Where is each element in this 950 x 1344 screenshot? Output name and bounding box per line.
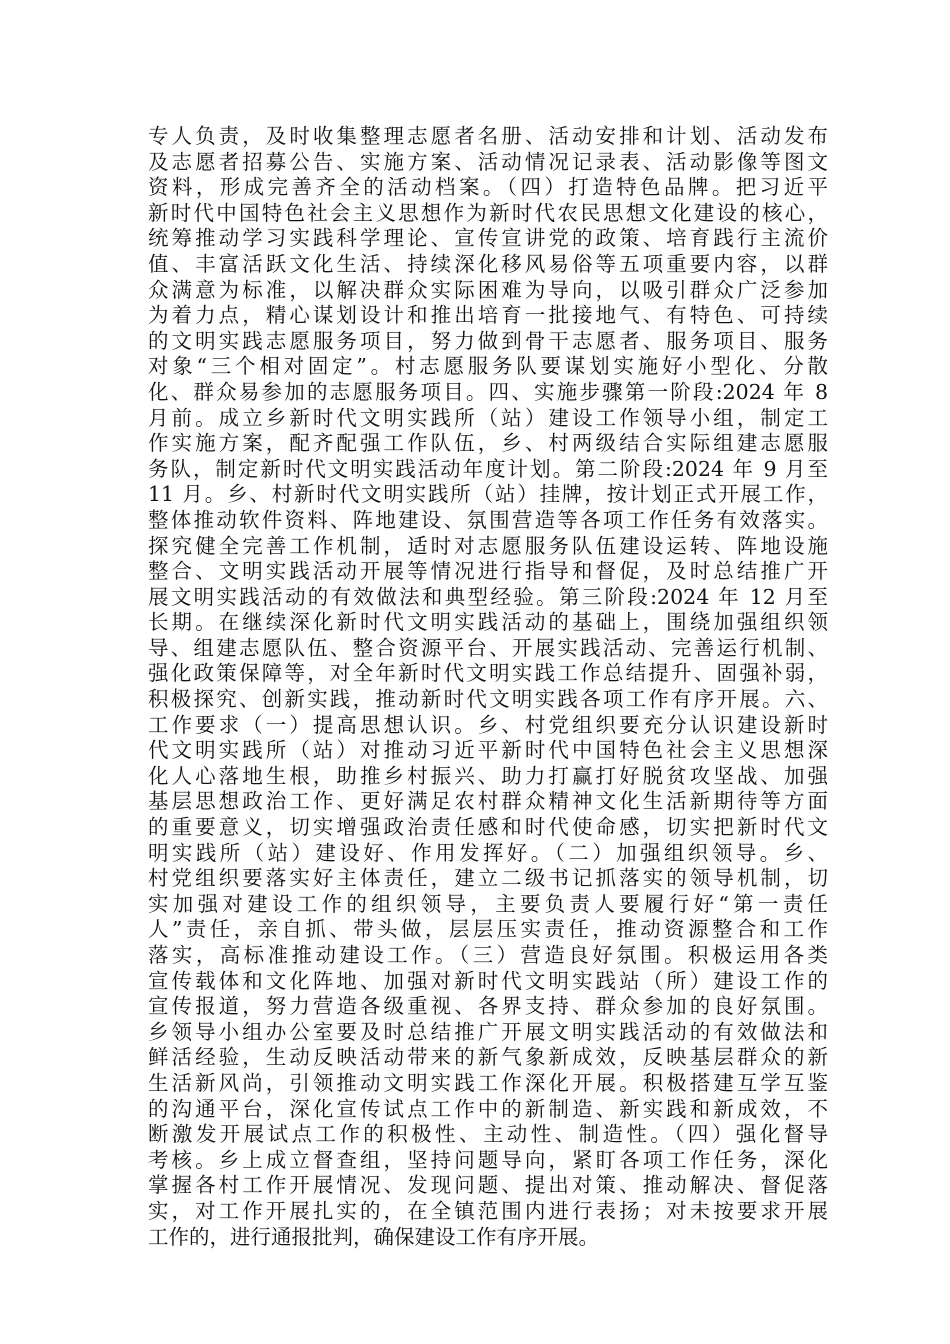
text-line: 工作的，进行通报批判，确保建设工作有序开展。 bbox=[148, 1224, 599, 1249]
text-line: 的沟通平台，深化宣传试点工作中的新制造、新实践和新成效，不 bbox=[148, 1096, 828, 1121]
text-line: 宣传载体和文化阵地、加强对新时代文明实践站（所）建设工作的 bbox=[148, 968, 828, 993]
text-line: 乡领导小组办公室要及时总结推广开展文明实践活动的有效做法和 bbox=[148, 1019, 828, 1044]
text-line: 作实施方案，配齐配强工作队伍，乡、村两级结合实际组建志愿服 bbox=[148, 431, 828, 456]
text-line: 值、丰富活跃文化生活、持续深化移风易俗等五项重要内容，以群 bbox=[148, 251, 828, 276]
text-line: 对象“三个相对固定”。村志愿服务队要谋划实施好小型化、分散 bbox=[148, 354, 828, 379]
text-line: 考核。乡上成立督查组，坚持问题导向，紧盯各项工作任务，深化 bbox=[148, 1147, 828, 1172]
text-line: 鲜活经验，生动反映活动带来的新气象新成效，反映基层群众的新 bbox=[148, 1045, 828, 1070]
text-line: 11 月。乡、村新时代文明实践所（站）挂牌，按计划正式开展工作， bbox=[148, 482, 828, 507]
text-line: 众满意为标准，以解决群众实际困难为导向，以吸引群众广泛参加 bbox=[148, 277, 828, 302]
text-line: 宣传报道，努力营造各级重视、各界支持、群众参加的良好氛围。 bbox=[148, 994, 828, 1019]
text-line: 专人负责，及时收集整理志愿者名册、活动安排和计划、活动发布 bbox=[148, 124, 828, 148]
text-line: 的重要意义，切实增强政治责任感和时代使命感，切实把新时代文 bbox=[148, 815, 828, 840]
text-line: 探究健全完善工作机制，适时对志愿服务队伍建设运转、阵地设施 bbox=[148, 533, 828, 558]
text-line: 代文明实践所（站）对推动习近平新时代中国特色社会主义思想深 bbox=[148, 738, 828, 763]
text-line: 工作要求（一）提高思想认识。乡、村党组织要充分认识建设新时 bbox=[148, 712, 828, 737]
text-line: 整合、文明实践活动开展等情况进行指导和督促，及时总结推广开 bbox=[148, 559, 828, 584]
text-line: 村党组织要落实好主体责任，建立二级书记抓落实的领导机制，切 bbox=[148, 866, 828, 891]
text-line: 掌握各村工作开展情况、发现问题、提出对策、推动解决、督促落 bbox=[148, 1173, 828, 1198]
text-line: 落实，高标准推动建设工作。（三）营造良好氛围。积极运用各类 bbox=[148, 943, 828, 967]
text-line: 资料，形成完善齐全的活动档案。（四）打造特色品牌。把习近平 bbox=[148, 175, 828, 200]
text-line: 实，对工作开展扎实的，在全镇范围内进行表扬；对未按要求开展 bbox=[148, 1198, 828, 1223]
body-text bbox=[148, 124, 828, 1250]
text-line: 明实践所（站）建设好、作用发挥好。（二）加强组织领导。乡、 bbox=[148, 840, 828, 865]
text-line: 新时代中国特色社会主义思想作为新时代农民思想文化建设的核心， bbox=[148, 200, 828, 225]
text-line: 基层思想政治工作、更好满足农村群众精神文化生活新期待等方面 bbox=[148, 789, 828, 814]
text-line: 为着力点，精心谋划设计和推出培育一批接地气、有特色、可持续 bbox=[148, 303, 828, 328]
text-line: 化人心落地生根，助推乡村振兴、助力打赢打好脱贫攻坚战、加强 bbox=[148, 763, 828, 788]
text-line: 月前。成立乡新时代文明实践所（站）建设工作领导小组，制定工 bbox=[148, 405, 828, 430]
text-line: 务队，制定新时代文明实践活动年度计划。第二阶段:2024 年 9 月至 bbox=[148, 456, 828, 481]
text-line: 整体推动软件资料、阵地建设、氛围营造等各项工作任务有效落实。 bbox=[148, 507, 828, 532]
text-line: 断激发开展试点工作的积极性、主动性、制造性。（四）强化督导 bbox=[148, 1122, 828, 1147]
text-line: 长期。在继续深化新时代文明实践活动的基础上，围绕加强组织领 bbox=[148, 610, 828, 635]
text-line: 的文明实践志愿服务项目，努力做到骨干志愿者、服务项目、服务 bbox=[148, 328, 828, 353]
text-line: 实加强对建设工作的组织领导，主要负责人要履行好“第一责任 bbox=[148, 891, 828, 916]
text-line: 化、群众易参加的志愿服务项目。四、实施步骤第一阶段:2024 年 8 bbox=[148, 379, 828, 404]
text-line: 人”责任，亲自抓、带头做，层层压实责任，推动资源整合和工作 bbox=[148, 917, 828, 942]
text-line: 生活新风尚，引领推动文明实践工作深化开展。积极搭建互学互鉴 bbox=[148, 1070, 828, 1095]
text-line: 统筹推动学习实践科学理论、宣传宣讲党的政策、培育践行主流价 bbox=[148, 226, 828, 251]
text-line: 导、组建志愿队伍、整合资源平台、开展实践活动、完善运行机制、 bbox=[148, 635, 828, 660]
text-line: 强化政策保障等，对全年新时代文明实践工作总结提升、固强补弱， bbox=[148, 661, 828, 686]
text-line: 展文明实践活动的有效做法和典型经验。第三阶段:2024 年 12 月至 bbox=[148, 584, 828, 609]
text-line: 及志愿者招募公告、实施方案、活动情况记录表、活动影像等图文 bbox=[148, 149, 828, 174]
text-line: 积极探究、创新实践，推动新时代文明实践各项工作有序开展。六、 bbox=[148, 687, 828, 712]
